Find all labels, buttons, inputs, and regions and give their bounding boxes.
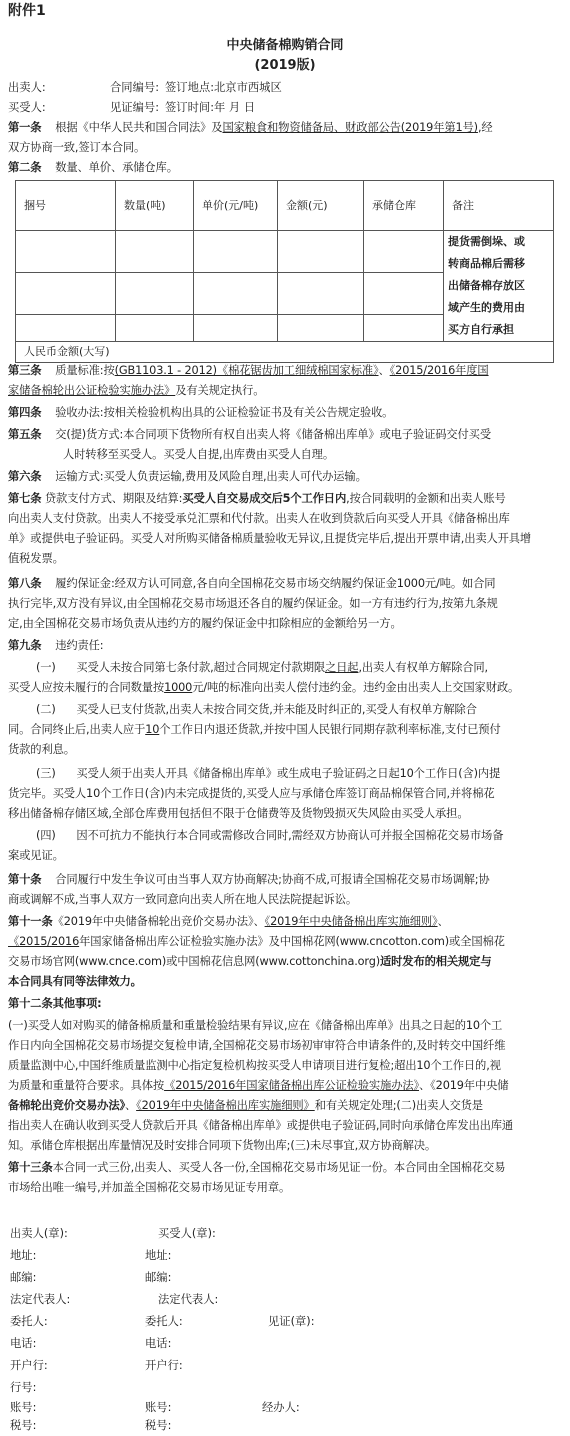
handler-label: 经办人: [262, 1401, 300, 1414]
witness-number-label: 见证编号: [110, 101, 159, 114]
article-13-line-2: 市场给出唯一编号,并加盖全国棉花交易市场见证专用章。 [8, 1181, 291, 1194]
table-cell[interactable] [364, 272, 444, 314]
article-9-item-3-line-2: 货完毕。买受人10个工作日(含)内未完成提货的,买受人应与承储仓库签订商品棉保管合同,并将棉花 [8, 787, 495, 800]
contract-table [15, 180, 554, 363]
item-text: 因不可抗力不能执行本合同或需修改合同时,需经双方协商认可并报全国棉花交易市场备 [76, 829, 504, 842]
buyer-label: 买受人: [8, 101, 46, 114]
item-text-end: ,出卖人有权单方解除合同, [358, 661, 488, 674]
article-7 [8, 489, 560, 509]
article-9-item-3 [8, 764, 560, 784]
article-8 [8, 574, 560, 594]
article-3-link-standard[interactable]: (GB1103.1 - 2012)《棉花锯齿加工细绒棉国家标准》 [114, 364, 379, 377]
seller-bank-label: 开户行: [10, 1359, 48, 1372]
article-7-deadline: 买受人自交易成交后5个工作日内 [182, 492, 347, 505]
article-10 [8, 870, 560, 890]
article-9-item-2 [8, 700, 560, 720]
article-7-text: 贷款支付方式、期限及结算: [44, 492, 183, 505]
article-9-item-4 [8, 826, 560, 846]
note-line: 域产生的费用由 [448, 301, 525, 314]
seller-phone-label: 电话: [10, 1337, 37, 1350]
article-9-item-1 [8, 658, 560, 678]
table-cell[interactable] [16, 314, 116, 341]
item-text-end: 个工作日内退还货款,并按中国人民银行同期存款利率标准,支付已预付 [159, 723, 501, 736]
article-3-text: 质量标准:按 [55, 364, 115, 377]
article-13-text: 本合同一式三份,出卖人、买受人各一份,全国棉花交易市场见证一份。本合同由全国棉花交易 [52, 1161, 506, 1174]
article-4-label: 第四条 [8, 406, 42, 419]
article-3-link-rules[interactable]: 《2015/2016年度国 [389, 364, 489, 377]
table-note [444, 231, 554, 342]
article-12-line-1: (一)买受人如对购买的储备棉质量和重量检验结果有异议,应在《储备棉出库单》出具之日起的10个工 [8, 1019, 503, 1032]
buyer-agent-label: 委托人: [145, 1315, 183, 1328]
article-12-text-b: 、《2019年中央储 [419, 1079, 509, 1092]
article-2-label: 第二条 [8, 161, 42, 174]
table-header: 承储仓库 [364, 181, 444, 231]
article-11-sep: 、 [253, 915, 265, 928]
article-11-text-2: 年国家储备棉出库公证检验实施办法》及中国棉花网(www.cncotton.com)或全国棉花 [79, 935, 505, 948]
item-underline: 1000 [164, 681, 193, 694]
article-5 [8, 425, 560, 445]
article-9-item-4-line-2: 案或见证。 [8, 849, 64, 862]
seller-legal-rep-label: 法定代表人: [10, 1293, 71, 1306]
table-cell[interactable] [278, 231, 364, 273]
article-12-bold: 备棉轮出竞价交易办法》 [8, 1099, 125, 1112]
article-9-item-1-line-2 [8, 678, 560, 698]
article-1 [8, 118, 560, 138]
table-cell[interactable] [194, 272, 278, 314]
seller-address-label: 地址: [10, 1249, 37, 1262]
article-9-item-2-line-3: 货款的利息。 [8, 743, 75, 756]
item-underline: 10 [145, 723, 160, 736]
table-header: 金额(元) [278, 181, 364, 231]
article-12-sep: 、 [124, 1099, 137, 1112]
article-9-text: 违约责任: [55, 639, 104, 652]
table-cell[interactable] [194, 231, 278, 273]
table-cell[interactable] [116, 231, 194, 273]
article-9-item-2-line-2 [8, 720, 560, 740]
article-12-link-rules[interactable]: 《2019年中央储备棉出库实施细则》 [136, 1099, 315, 1112]
table-cell[interactable] [278, 314, 364, 341]
article-3-line-2 [8, 381, 560, 401]
item-text-end: 元/吨的标准向出卖人偿付违约金。违约金由出卖人上交国家财政。 [192, 681, 520, 694]
table-row [16, 231, 554, 273]
seller-agent-label: 委托人: [10, 1315, 48, 1328]
article-1-label: 第一条 [8, 121, 42, 134]
buyer-address-label: 地址: [145, 1249, 172, 1262]
article-10-line-2: 商或调解不成,当事人双方一致同意向出卖人所在地人民法院提起诉讼。 [8, 893, 357, 906]
article-11-line-3 [8, 952, 560, 972]
article-11-label: 第十一条 [8, 915, 53, 928]
item-text: 买受人已支付货款,出卖人未按合同交货,并未能及时纠正的,买受人有权单方解除合 [76, 703, 477, 716]
buyer-zip-label: 邮编: [145, 1271, 172, 1284]
witness-seal-label[interactable]: 见证(章): [268, 1315, 315, 1328]
article-12-line-3: 质量监测中心,中国纤维质量监测中心指定复检机构按买受人申请项目进行复检;超出10个工作日的,视 [8, 1059, 501, 1072]
buyer-legal-rep-label: 法定代表人: [158, 1293, 219, 1306]
article-2-text: 数量、单价、承储仓库。 [55, 161, 178, 174]
article-1-text: 根据《中华人民共和国合同法》及 [55, 121, 223, 134]
table-cell[interactable] [194, 314, 278, 341]
table-cell[interactable] [16, 272, 116, 314]
appendix-label: 附件1 [8, 3, 46, 19]
item-number: (四) [36, 829, 56, 842]
article-7-line-2: 向出卖人支付贷款。出卖人不接受承兑汇票和代付款。出卖人在收到贷款后向买受人开具《储备棉出库 [8, 512, 510, 525]
seller-label: 出卖人: [8, 81, 46, 94]
article-4-text: 验收办法:按相关检验机构出具的公证检验证书及有关公告规定验收。 [55, 406, 394, 419]
article-3-label: 第三条 [8, 364, 42, 377]
table-cell[interactable] [364, 231, 444, 273]
item-text: 买受人须于出卖人开具《储备棉出库单》或生成电子验证码之日起10个工作日(含)内提 [76, 767, 501, 780]
note-line: 转商品棉后需移 [448, 257, 525, 270]
note-line: 出储备棉存放区 [448, 279, 525, 292]
buyer-tax-label: 税号: [145, 1419, 172, 1432]
article-1-link[interactable]: 国家粮食和物资储备局、财政部公告(2019年第1号) [222, 121, 478, 134]
article-12-line-4 [8, 1076, 560, 1096]
table-header: 备注 [444, 181, 554, 231]
buyer-bank-label: 开户行: [145, 1359, 183, 1372]
article-13-label: 第十三条 [8, 1161, 53, 1174]
item-text: 买受人应按未履行的合同数量按 [8, 681, 165, 694]
article-5-text: 交(提)货方式:本合同项下货物所有权自出卖人将《储备棉出库单》或电子验证码交付买受 [55, 428, 491, 441]
article-7-text-end: ,按合同载明的金额和出卖人账号 [346, 492, 506, 505]
item-text: 买受人未按合同第七条付款,超过合同规定付款期限 [76, 661, 326, 674]
table-cell[interactable] [116, 272, 194, 314]
article-2 [8, 158, 560, 178]
table-total-label[interactable]: 人民币金额(大写) [16, 342, 554, 363]
article-3-sep: 、 [378, 364, 390, 377]
article-4 [8, 403, 560, 423]
sign-time: 签订时间:年 月 日 [165, 101, 256, 114]
table-header-row [16, 181, 554, 231]
buyer-account-label: 账号: [145, 1401, 172, 1414]
note-line: 提货需倒垛、或 [448, 235, 525, 248]
article-11-sep-2: 、 [437, 915, 449, 928]
article-6-label: 第六条 [8, 470, 42, 483]
article-12-line-5 [8, 1096, 560, 1116]
item-number: (三) [36, 767, 56, 780]
table-header: 单价(元/吨) [194, 181, 278, 231]
item-text: 同。合同终止后,出卖人应于 [8, 723, 146, 736]
article-7-label: 第七条 [8, 492, 42, 505]
seller-bank-no-label: 行号: [10, 1381, 37, 1394]
article-11-bold: 适时发布的相关规定与 [380, 955, 492, 968]
document-subtitle: (2019版) [254, 58, 316, 73]
item-underline: 之日起 [325, 661, 359, 674]
note-line: 买方自行承担 [448, 323, 514, 336]
article-11-link-rules[interactable]: 《2019年中央储备棉出库实施细则》 [264, 915, 438, 928]
article-3 [8, 361, 560, 381]
article-12-text-c: 和有关规定处理;(二)出卖人交货是 [314, 1099, 483, 1112]
article-12-link-inspection[interactable]: 《2015/2016年国家储备棉出库公证检验实施办法》 [164, 1079, 420, 1092]
article-1-line-2: 双方协商一致,签订本合同。 [8, 141, 146, 154]
seller-zip-label: 邮编: [10, 1271, 37, 1284]
article-11-text-3: 交易市场官网(www.cnce.com)或中国棉花信息网(www.cottonchina.org) [8, 955, 380, 968]
article-8-line-3: 定,由全国棉花交易市场负责从违约方的履约保证金中扣除相应的金额给另一方。 [8, 617, 402, 630]
article-9 [8, 636, 560, 656]
article-3-text-end: 及有关规定执行。 [175, 384, 265, 397]
article-10-text: 合同履行中发生争议可由当事人双方协商解决;协商不成,可报请全国棉花交易市场调解;协 [55, 873, 490, 886]
article-6-text: 运输方式:买受人负责运输,费用及风险自理,出卖人可代办运输。 [55, 470, 367, 483]
article-12-line-2: 作日内向全国棉花交易市场提交复检申请,全国棉花交易市场初审审符合申请条件的,及时转交中国纤维 [8, 1039, 506, 1052]
article-13 [8, 1158, 560, 1178]
article-12-line-7: 知。承储仓库根据出库量情况及时安排合同项下货物出库;(三)未尽事宜,双方协商解决。 [8, 1139, 437, 1152]
article-8-line-2: 执行完毕,双方没有异议,由全国棉花交易市场退还各自的履约保证金。如一方有违约行为,按第九条规 [8, 597, 498, 610]
article-11-line-2 [8, 932, 560, 952]
article-12-text: 为质量和重量符合要求。具体按 [8, 1079, 165, 1092]
article-11-line-4: 本合同具有同等法律效力。 [8, 975, 142, 988]
article-7-line-4: 值税发票。 [8, 552, 64, 565]
document-title: 中央储备棉购销合同 [226, 38, 344, 53]
article-12-label: 第十二条其他事项: [8, 997, 102, 1010]
article-3-link-rules-cont[interactable]: 家储备棉轮出公证检验实施办法》 [8, 384, 176, 397]
buyer-phone-label: 电话: [145, 1337, 172, 1350]
contract-number-label: 合同编号: [110, 81, 159, 94]
sign-buyer[interactable]: 买受人(章): [158, 1227, 216, 1240]
article-8-text: 履约保证金:经双方认可同意,各自向全国棉花交易市场交纳履约保证金1000元/吨。如合同 [55, 577, 496, 590]
table-cell[interactable] [116, 314, 194, 341]
table-header: 数量(吨) [116, 181, 194, 231]
article-7-line-3: 单》或提供电子验证码。买受人对所购买储备棉质量验收无异议,且提货完毕后,提出开票申请,出卖人开具增 [8, 532, 532, 545]
article-11-link-inspection[interactable]: 《2015/2016 [8, 935, 80, 948]
article-1-text-end: ,经 [477, 121, 493, 134]
seller-tax-label: 税号: [10, 1419, 37, 1432]
sign-place: 签订地点:北京市西城区 [165, 81, 282, 94]
article-11 [8, 912, 560, 932]
table-total-row [16, 342, 554, 363]
table-cell[interactable] [278, 272, 364, 314]
article-5-line-2: 人时转移至买受人。买受人自提,出库费由买受人自理。 [63, 448, 334, 461]
article-8-label: 第八条 [8, 577, 42, 590]
sign-seller[interactable]: 出卖人(章): [10, 1227, 68, 1240]
table-cell[interactable] [364, 314, 444, 341]
article-12-line-6: 指出卖人在确认收到买受人贷款后开具《储备棉出库单》或提供电子验证码,同时向承储仓库发出出库通 [8, 1119, 514, 1132]
article-9-label: 第九条 [8, 639, 42, 652]
seller-account-label: 账号: [10, 1401, 37, 1414]
table-cell[interactable] [16, 231, 116, 273]
item-number: (二) [36, 703, 56, 716]
article-6 [8, 467, 560, 487]
article-10-label: 第十条 [8, 873, 42, 886]
table-header: 捆号 [16, 181, 116, 231]
item-number: (一) [36, 661, 56, 674]
article-5-label: 第五条 [8, 428, 42, 441]
article-11-text: 《2019年中央储备棉轮出竞价交易办法》 [52, 915, 254, 928]
article-9-item-3-line-3: 移出储备棉存储区域,全部仓库费用包括但不限于仓储费等及货物毁损灭失风险由买受人承担。 [8, 807, 469, 820]
